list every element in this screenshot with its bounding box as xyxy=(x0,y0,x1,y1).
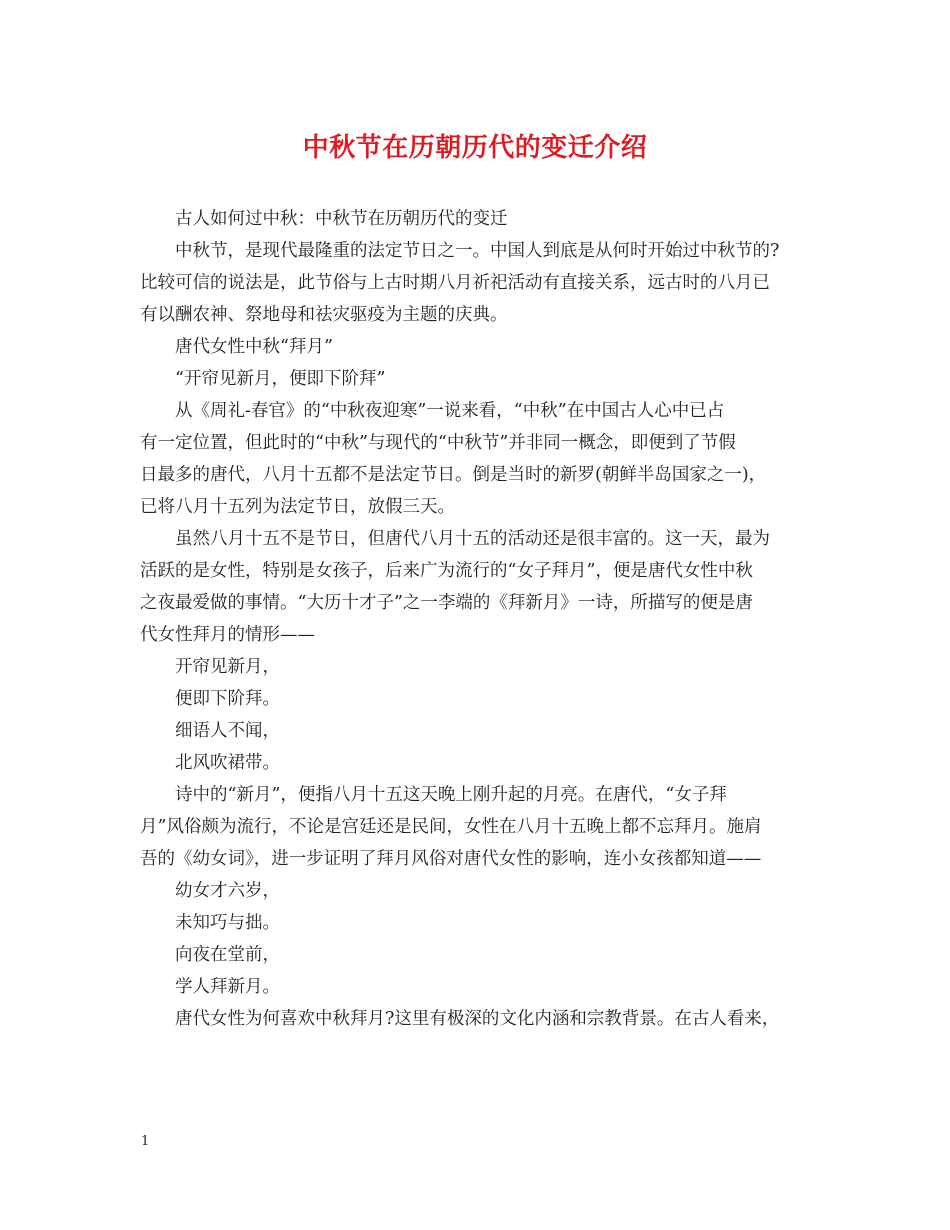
text-line: 向夜在堂前， xyxy=(175,945,280,965)
text-line: 诗中的“新月”，便指八月十五这天晚上刚升起的月亮。在唐代，“女子拜 xyxy=(175,785,727,805)
text-line: 古人如何过中秋：中秋节在历朝历代的变迁 xyxy=(175,209,508,229)
text-line: 细语人不闻， xyxy=(175,721,280,741)
text-line: 开帘见新月， xyxy=(175,657,280,677)
text-line: 日最多的唐代，八月十五都不是法定节日。倒是当时的新罗(朝鲜半岛国家之一)， xyxy=(140,465,767,485)
text-line: 北风吹裙带。 xyxy=(175,753,280,773)
text-line: 从《周礼-春官》的“中秋夜迎寒”一说来看，“中秋”在中国古人心中已占 xyxy=(175,401,725,421)
text-line: 月”风俗颇为流行，不论是宫廷还是民间，女性在八月十五晚上都不忘拜月。施肩 xyxy=(140,817,762,837)
text-line: 未知巧与拙。 xyxy=(175,913,280,933)
text-line: 有一定位置，但此时的“中秋”与现代的“中秋节”并非同一概念，即便到了节假 xyxy=(140,433,736,453)
text-line: 中秋节，是现代最隆重的法定节日之一。中国人到底是从何时开始过中秋节的? xyxy=(175,241,780,261)
text-line: 代女性拜月的情形—— xyxy=(140,625,315,645)
text-line: 学人拜新月。 xyxy=(175,977,280,997)
text-line: 虽然八月十五不是节日，但唐代八月十五的活动还是很丰富的。这一天，最为 xyxy=(175,529,770,549)
document-body xyxy=(140,203,824,1035)
text-line: 唐代女性中秋“拜月” xyxy=(175,337,333,357)
text-line: 唐代女性为何喜欢中秋拜月?这里有极深的文化内涵和宗教背景。在古人看来， xyxy=(175,1009,780,1029)
text-line: 之夜最爱做的事情。“大历十才子”之一李端的《拜新月》一诗，所描写的便是唐 xyxy=(140,593,753,613)
text-line: 已将八月十五列为法定节日，放假三天。 xyxy=(140,497,455,517)
page-number: 1 xyxy=(141,1134,150,1149)
document-title: 中秋节在历朝历代的变迁介绍 xyxy=(302,133,648,163)
text-line: 活跃的是女性，特别是女孩子，后来广为流行的“女子拜月”，便是唐代女性中秋 xyxy=(140,561,753,581)
text-line: 便即下阶拜。 xyxy=(175,689,280,709)
text-line: 有以酬农神、祭地母和祛灾驱疫为主题的庆典。 xyxy=(140,305,508,325)
text-line: 幼女才六岁， xyxy=(175,881,280,901)
text-line: 吾的《幼女词》，进一步证明了拜月风俗对唐代女性的影响，连小女孩都知道—— xyxy=(140,849,762,869)
text-line: 比较可信的说法是，此节俗与上古时期八月祈祀活动有直接关系，远古时的八月已 xyxy=(140,273,770,293)
text-line: “开帘见新月，便即下阶拜” xyxy=(175,369,386,389)
